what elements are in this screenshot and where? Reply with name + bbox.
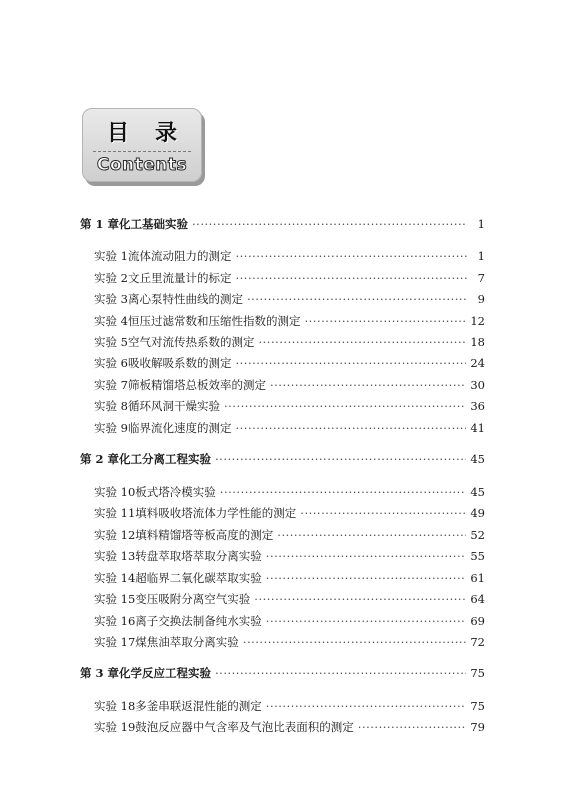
dot-leader (215, 452, 466, 466)
entry-number: 实验 1 (94, 249, 128, 263)
entry-number: 实验 3 (94, 292, 128, 306)
dot-leader (235, 356, 466, 370)
entry-page: 49 (470, 506, 485, 520)
dot-leader (277, 528, 466, 542)
entry-number: 实验 15 (94, 592, 136, 606)
dot-leader (270, 378, 466, 392)
entry-number: 实验 16 (94, 614, 136, 628)
dot-leader (235, 421, 466, 435)
dot-leader (254, 592, 466, 606)
toc-entry-15[interactable] (94, 591, 485, 611)
chapter-title: 化学反应工程实验 (119, 666, 212, 680)
entry-number: 实验 18 (94, 699, 136, 713)
toc-entry-16[interactable] (94, 613, 485, 633)
entry-page: 69 (470, 614, 485, 628)
entry-number: 实验 14 (94, 571, 136, 585)
chapter-title: 化工分离工程实验 (119, 452, 212, 466)
entry-title: 煤焦油萃取分离实验 (135, 635, 239, 649)
toc-entry-11[interactable] (94, 505, 485, 525)
entry-title: 板式塔冷模实验 (135, 485, 216, 499)
toc-entry-7[interactable] (94, 377, 485, 397)
entry-page: 9 (477, 292, 485, 306)
entry-page: 79 (470, 720, 485, 734)
dot-leader (258, 335, 466, 349)
entry-number: 实验 5 (94, 335, 128, 349)
entry-number: 实验 7 (94, 378, 128, 392)
entry-title: 转盘萃取塔萃取分离实验 (135, 549, 262, 563)
entry-number: 实验 4 (94, 314, 128, 328)
entry-number: 实验 11 (94, 506, 136, 520)
chapter-number: 第 1 章 (80, 217, 120, 231)
entry-title: 循环风洞干燥实验 (127, 399, 220, 413)
entry-title: 变压吸附分离空气实验 (135, 592, 251, 606)
badge-title-char-2: 录 (155, 120, 178, 146)
entry-title: 鼓泡反应器中气含率及气泡比表面积的测定 (135, 720, 354, 734)
entry-page: 24 (470, 356, 485, 370)
chapter-title: 化工基础实验 (119, 217, 189, 231)
toc-chapter-3[interactable] (80, 665, 485, 685)
entry-page: 12 (470, 314, 485, 328)
chapter-number: 第 2 章 (80, 452, 120, 466)
toc-entry-19[interactable] (94, 719, 485, 739)
dot-leader (300, 506, 466, 520)
toc-entry-6[interactable] (94, 355, 485, 375)
dot-leader (192, 217, 467, 231)
dot-leader (266, 571, 467, 585)
entry-title: 离心泵特性曲线的测定 (127, 292, 243, 306)
toc-entry-5[interactable] (94, 334, 485, 354)
badge-divider (93, 151, 191, 152)
entry-title: 临界流化速度的测定 (127, 421, 232, 435)
entry-title: 填料吸收塔流体力学性能的测定 (135, 506, 297, 520)
badge-subtitle: Contents (96, 155, 188, 175)
dot-leader (304, 314, 466, 328)
dot-leader (243, 635, 467, 649)
toc-chapter-2[interactable] (80, 451, 485, 471)
entry-number: 实验 19 (94, 720, 136, 734)
toc-entry-9[interactable] (94, 420, 485, 440)
entry-number: 实验 2 (94, 271, 128, 285)
entry-number: 实验 9 (94, 421, 128, 435)
entry-title: 恒压过滤常数和压缩性指数的测定 (127, 314, 301, 328)
toc-chapter-1[interactable] (80, 216, 485, 236)
entry-page: 45 (470, 485, 485, 499)
entry-page: 61 (470, 571, 485, 585)
toc-entry-3[interactable] (94, 291, 485, 311)
toc-entry-13[interactable] (94, 548, 485, 568)
entry-number: 实验 17 (94, 635, 136, 649)
dot-leader (266, 699, 467, 713)
entry-page: 36 (470, 399, 485, 413)
dot-leader (220, 485, 467, 499)
entry-title: 填料精馏塔等板高度的测定 (135, 528, 274, 542)
entry-page: 41 (470, 421, 485, 435)
chapter-number: 第 3 章 (80, 666, 120, 680)
dot-leader (247, 292, 467, 306)
entry-number: 实验 10 (94, 485, 136, 499)
entry-number: 实验 12 (94, 528, 136, 542)
entry-page: 18 (470, 335, 485, 349)
dot-leader (224, 399, 466, 413)
entry-title: 筛板精馏塔总板效率的测定 (127, 378, 266, 392)
badge-title (95, 116, 189, 146)
entry-number: 实验 6 (94, 356, 128, 370)
entry-page: 72 (470, 635, 485, 649)
chapter-page: 75 (470, 666, 485, 680)
dot-leader (235, 249, 467, 263)
toc-entry-14[interactable] (94, 570, 485, 590)
toc-entry-18[interactable] (94, 698, 485, 718)
entry-page: 55 (470, 549, 485, 563)
entry-title: 超临界二氧化碳萃取实验 (135, 571, 262, 585)
entry-title: 吸收解吸系数的测定 (127, 356, 232, 370)
toc-entry-10[interactable] (94, 484, 485, 504)
entry-title: 文丘里流量计的标定 (127, 271, 232, 285)
toc-entry-8[interactable] (94, 398, 485, 418)
dot-leader (358, 720, 467, 734)
dot-leader (215, 666, 466, 680)
entry-page: 30 (470, 378, 485, 392)
entry-page: 75 (470, 699, 485, 713)
entry-number: 实验 13 (94, 549, 136, 563)
dot-leader (235, 271, 467, 285)
toc-entry-2[interactable] (94, 270, 485, 290)
contents-badge (82, 108, 202, 182)
chapter-page: 1 (477, 217, 485, 231)
entry-title: 流体流动阻力的测定 (127, 249, 232, 263)
toc-entry-1[interactable] (94, 248, 485, 268)
dot-leader (266, 549, 467, 563)
entry-page: 1 (477, 249, 485, 263)
toc-entry-12[interactable] (94, 527, 485, 547)
entry-title: 空气对流传热系数的测定 (127, 335, 255, 349)
dot-leader (266, 614, 467, 628)
toc-entry-4[interactable] (94, 313, 485, 333)
entry-title: 离子交换法制备纯水实验 (135, 614, 262, 628)
entry-page: 7 (477, 271, 485, 285)
entry-page: 52 (470, 528, 485, 542)
toc-entry-17[interactable] (94, 634, 485, 654)
entry-page: 64 (470, 592, 485, 606)
badge-title-char-1: 目 (106, 120, 129, 146)
entry-number: 实验 8 (94, 399, 128, 413)
chapter-page: 45 (470, 452, 485, 466)
entry-title: 多釜串联返混性能的测定 (135, 699, 262, 713)
